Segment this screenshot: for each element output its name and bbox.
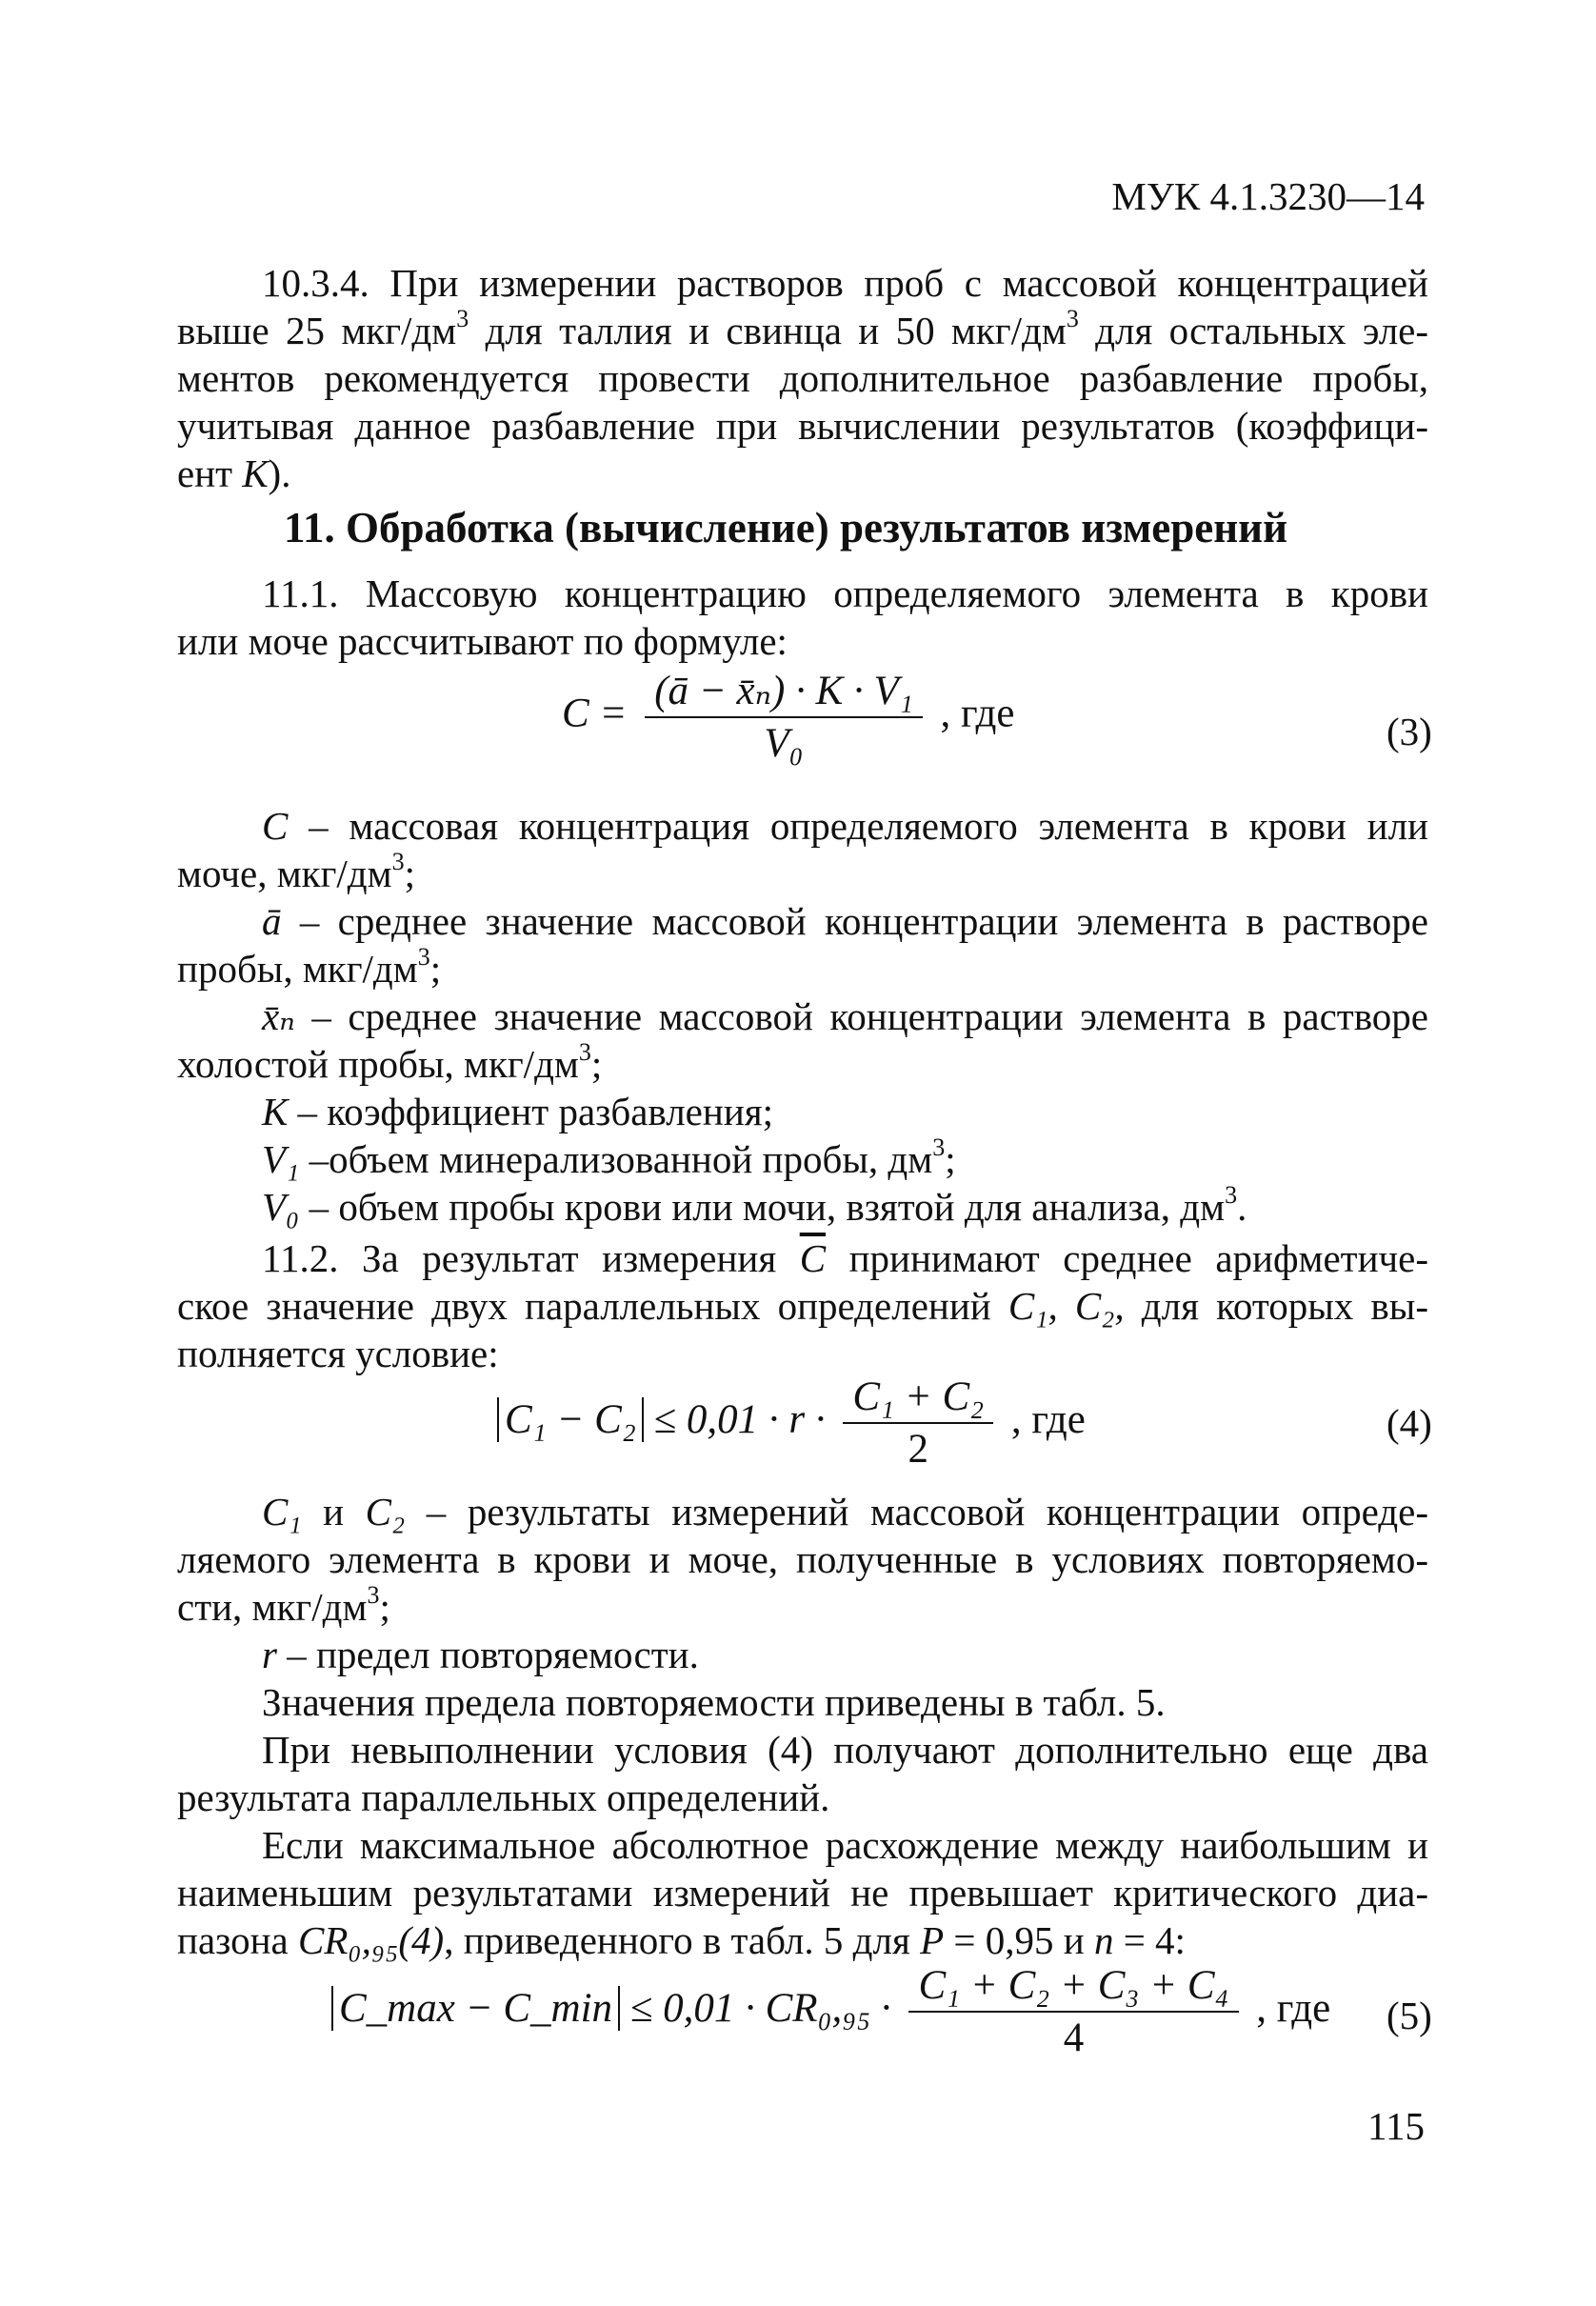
para-10-3-4-line-3: ментов рекомендуется провести дополнительное разбавление пробы,: [177, 356, 1428, 400]
para-11-2-line-3: полняется условие:: [177, 1332, 499, 1375]
para-failure-line-1: При невыполнении условия (4) получают дополнительно еще два: [262, 1728, 1428, 1772]
formula-4-fraction: [843, 1374, 993, 1473]
formula-5-where: , где: [1256, 1985, 1331, 2031]
def-c-line-1: C – массовая концентрация определяемого элемента в крови или: [262, 804, 1428, 848]
formula-4-where: , где: [1010, 1396, 1086, 1442]
para-11-2-line-2: ское значение двух параллельных определений C₁, C₂, для которых вы-: [177, 1284, 1428, 1328]
para-10-3-4-line-2: выше 25 мкг/$дм^3$ для таллия и свинца и 50 мкг/$дм^3$ для остальных эле-: [177, 305, 1429, 352]
def-r: r – предел повторяемости.: [262, 1633, 699, 1676]
def-a-line-2: пробы, мкг/$дм^3$;: [177, 943, 442, 991]
para-max-diff-line-3: пазона CR₀,₉₅(4), приведенного в табл. 5 для P = 0,95 и n = 4:: [177, 1918, 1186, 1962]
def-k: К – коэффициент разбавления;: [262, 1090, 774, 1133]
para-11-1-line-2: или моче рассчитывают по формуле:: [177, 619, 788, 663]
para-repeatability-values: Значения предела повторяемости приведены в табл. 5.: [262, 1680, 1166, 1724]
formula-4-mid: ≤ 0,01 · r ·: [643, 1396, 826, 1442]
formula-3-denominator: V₀: [764, 721, 804, 766]
formula-5-numerator: C₁ + C₂ + C₃ + C₄: [908, 1962, 1238, 2013]
def-c-line-2: моче, мкг/$дм^3$;: [177, 848, 415, 895]
section-heading: 11. Обработка (вычисление) результатов измерений: [284, 504, 1288, 551]
para-failure-line-2: результата параллельных определений.: [177, 1775, 830, 1819]
formula-4-numerator: C₁ + C₂: [843, 1374, 993, 1424]
def-x-line-2: холостой пробы, мкг/$дм^3$;: [177, 1038, 603, 1086]
def-v1: V₁ –объем минерализованной пробы, $дм^3$;: [262, 1133, 956, 1181]
para-c1c2-line-2: ляемого элемента в крови и моче, полученные в условиях повторяемо-: [177, 1537, 1428, 1581]
formula-3-fraction: [645, 667, 923, 767]
para-max-diff-line-1: Если максимальное абсолютное расхождение между наибольшим и: [262, 1823, 1428, 1867]
page-number: 115: [1367, 2104, 1425, 2148]
formula-5-fraction: [908, 1962, 1238, 2061]
para-10-3-4-line-4: учитывая данное разбавление при вычислении результатов (коэффици-: [177, 404, 1428, 448]
equation-number-4: (4): [1387, 1401, 1432, 1445]
equation-number-3: (3): [1387, 710, 1432, 753]
formula-4: [497, 1374, 1086, 1473]
formula-5: [331, 1962, 1330, 2061]
formula-5-lhs: C_max − C_min: [331, 1986, 620, 2031]
formula-5-mid: ≤ 0,01 · CR₀,₉₅ ·: [620, 1985, 891, 2031]
para-11-2-line-1: 11.2. За результат измерения $\overline{C}$ принимают среднее арифметиче-: [262, 1236, 1428, 1280]
equation-number-5: (5): [1387, 1994, 1432, 2037]
def-a-line-1: ā – среднее значение массовой концентрации элемента в растворе: [262, 899, 1428, 943]
formula-3-lhs: C =: [562, 691, 628, 736]
document-code-header: МУК 4.1.3230—14: [1111, 174, 1425, 218]
formula-3-where: , где: [940, 691, 1015, 736]
para-max-diff-line-2: наименьшим результатами измерений не превышает критического диа-: [177, 1871, 1428, 1915]
para-c1c2-line-3: сти, мкг/$дм^3$;: [177, 1581, 390, 1629]
para-10-3-4-line-5: ент К).: [177, 451, 291, 495]
def-x-line-1: x̄ₙ – среднее значение массовой концентрации элемента в растворе: [262, 994, 1428, 1038]
def-v0: V₀ – объем пробы крови или мочи, взятой для анализа, $дм^3$.: [262, 1181, 1247, 1229]
formula-3-numerator: (ā − x̄ₙ) · K · V₁: [645, 667, 923, 718]
para-10-3-4-line-1: 10.3.4. При измерении растворов проб с массовой концентрацией: [262, 261, 1428, 305]
formula-4-denominator: 2: [908, 1427, 929, 1472]
para-c1c2-line-1: C₁ и C₂ – результаты измерений массовой концентрации опреде-: [262, 1490, 1428, 1534]
formula-4-lhs: C₁ − C₂: [497, 1397, 644, 1442]
formula-5-denominator: 4: [1063, 2015, 1085, 2060]
formula-3: [562, 667, 1015, 767]
para-11-1-line-1: 11.1. Массовую концентрацию определяемого элемента в крови: [262, 571, 1428, 615]
